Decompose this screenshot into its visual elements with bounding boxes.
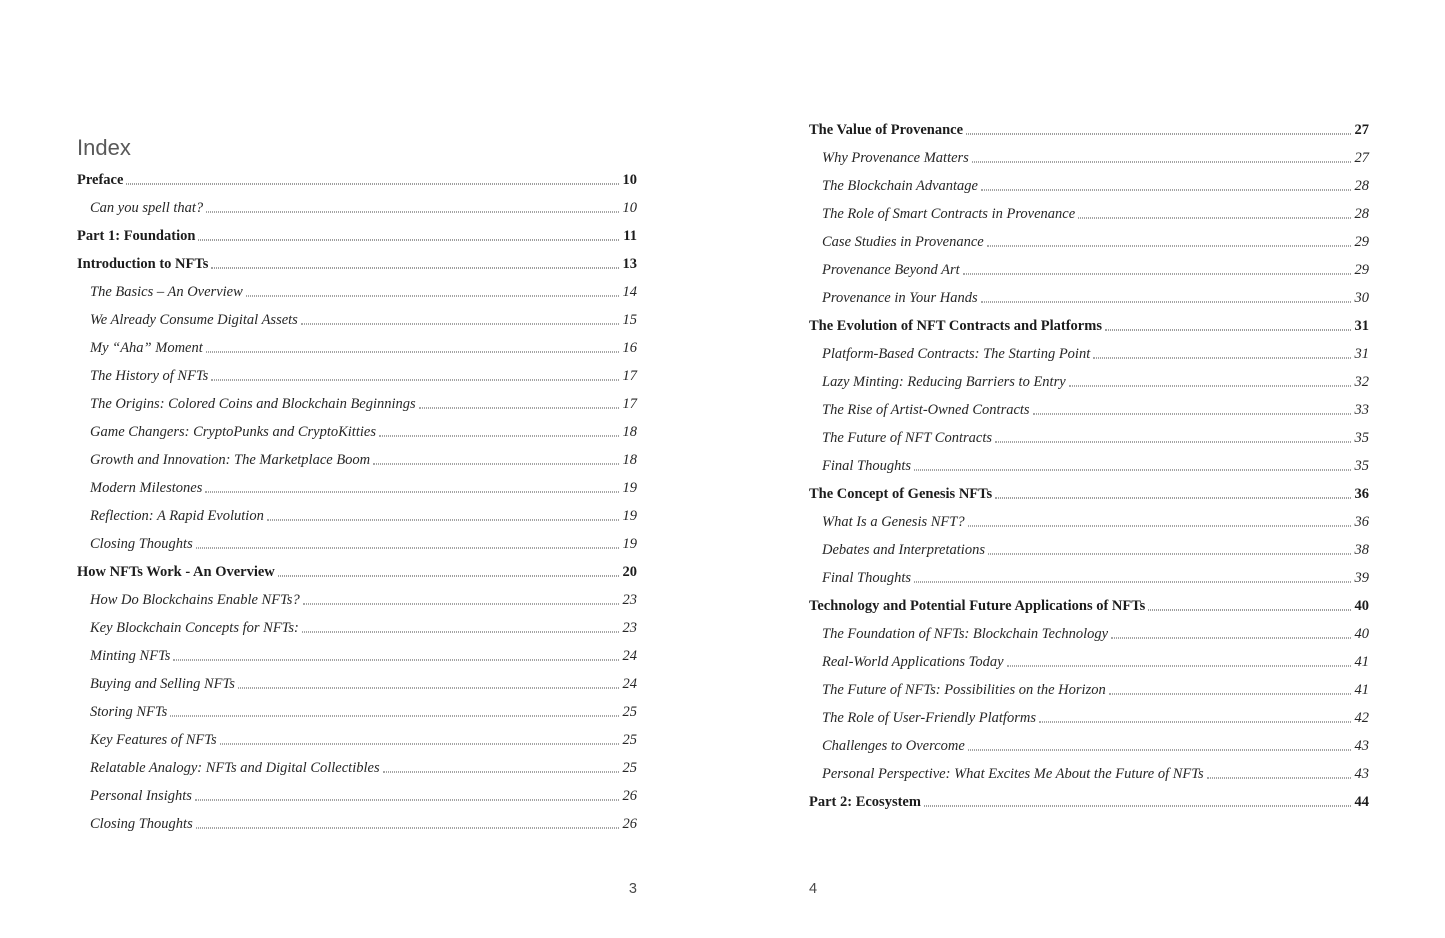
dot-leader (1148, 609, 1350, 610)
dot-leader (1109, 693, 1351, 694)
dot-leader (303, 603, 619, 604)
page-number-right: 4 (809, 881, 818, 897)
toc-entry-page: 30 (1354, 290, 1369, 306)
dot-leader (211, 379, 618, 380)
toc-entry (77, 229, 637, 244)
index-title: Index (77, 134, 131, 160)
toc-entry-page: 14 (622, 284, 637, 300)
toc-entry-page: 43 (1354, 738, 1369, 754)
toc-entry-title: The Future of NFT Contracts (822, 430, 992, 446)
toc-entry (809, 739, 1369, 754)
dot-leader (1078, 217, 1350, 218)
toc-entry (77, 705, 637, 720)
dot-leader (966, 133, 1351, 134)
toc-entry (809, 487, 1369, 502)
dot-leader (198, 239, 619, 240)
toc-entry-title: Personal Insights (90, 788, 192, 804)
toc-entry (809, 151, 1369, 166)
dot-leader (196, 547, 619, 548)
toc-entry (809, 431, 1369, 446)
toc-entry (809, 711, 1369, 726)
toc-entry-title: The Role of Smart Contracts in Provenance (822, 206, 1076, 222)
toc-entry (809, 207, 1369, 222)
toc-entry (77, 593, 637, 608)
dot-leader (968, 749, 1351, 750)
toc-entry-page: 25 (622, 760, 637, 776)
dot-leader (1105, 329, 1351, 330)
toc-entry-title: Reflection: A Rapid Evolution (90, 508, 264, 524)
dot-leader (206, 351, 619, 352)
toc-entry-title: How NFTs Work - An Overview (77, 564, 275, 580)
toc-entry-page: 26 (622, 816, 637, 832)
toc-entry-title: The Role of User-Friendly Platforms (822, 710, 1036, 726)
toc-entry-title: Debates and Interpretations (822, 542, 985, 558)
toc-entry-page: 18 (622, 424, 637, 440)
toc-entry (809, 291, 1369, 306)
toc-entry (809, 515, 1369, 530)
toc-entry-page: 23 (622, 620, 637, 636)
toc-entry-title: Final Thoughts (822, 458, 912, 474)
toc-entry (77, 621, 637, 636)
toc-entry-title: Case Studies in Provenance (822, 234, 984, 250)
toc-entry (809, 683, 1369, 698)
dot-leader (170, 715, 618, 716)
toc-entry-page: 17 (622, 396, 637, 412)
toc-entry (77, 677, 637, 692)
toc-entry-page: 19 (622, 508, 637, 524)
dot-leader (126, 183, 618, 184)
toc-entry-title: Modern Milestones (90, 480, 203, 496)
dot-leader (1007, 665, 1351, 666)
toc-entry (77, 453, 637, 468)
toc-entry-page: 24 (622, 648, 637, 664)
toc-entry (77, 789, 637, 804)
toc-entry (809, 459, 1369, 474)
toc-entry (809, 235, 1369, 250)
dot-leader (968, 525, 1351, 526)
toc-entry-title: Challenges to Overcome (822, 738, 965, 754)
dot-leader (220, 743, 619, 744)
toc-entry-page: 24 (622, 676, 637, 692)
toc-entry (809, 543, 1369, 558)
toc-entry (77, 369, 637, 384)
toc-entry-page: 23 (622, 592, 637, 608)
toc-entry-page: 27 (1354, 150, 1369, 166)
toc-entry-title: The Basics – An Overview (90, 284, 243, 300)
dot-leader (211, 267, 618, 268)
dot-leader (246, 295, 619, 296)
toc-entry-page: 11 (623, 228, 637, 244)
toc-entry-page: 25 (622, 704, 637, 720)
page-number-left: 3 (628, 881, 637, 897)
toc-entry (809, 795, 1369, 810)
toc-entry-title: The Foundation of NFTs: Blockchain Technology (822, 626, 1109, 642)
toc-entry-title: Closing Thoughts (90, 536, 193, 552)
dot-leader (278, 575, 619, 576)
dot-leader (267, 519, 619, 520)
toc-entry-page: 31 (1354, 318, 1369, 334)
dot-leader (1033, 413, 1351, 414)
toc-entry-page: 26 (622, 788, 637, 804)
toc-entry-page: 28 (1354, 206, 1369, 222)
toc-entry-page: 32 (1354, 374, 1369, 390)
toc-entry (77, 537, 637, 552)
dot-leader (238, 687, 619, 688)
toc-entry-title: How Do Blockchains Enable NFTs? (90, 592, 300, 608)
dot-leader (206, 211, 618, 212)
toc-entry-title: Personal Perspective: What Excites Me About the Future of NFTs (822, 766, 1204, 782)
dot-leader (914, 469, 1350, 470)
toc-entry-page: 42 (1354, 710, 1369, 726)
toc-entry-page: 36 (1354, 486, 1369, 502)
toc-entry-title: The Origins: Colored Coins and Blockchain Beginnings (90, 396, 416, 412)
toc-entry-page: 31 (1354, 346, 1369, 362)
toc-entry-page: 13 (622, 256, 637, 272)
toc-entry (809, 655, 1369, 670)
toc-entry-page: 36 (1354, 514, 1369, 530)
toc-entry-page: 28 (1354, 178, 1369, 194)
dot-leader (383, 771, 619, 772)
toc-entry (77, 397, 637, 412)
toc-entry-title: Platform-Based Contracts: The Starting Point (822, 346, 1091, 362)
dot-leader (963, 273, 1351, 274)
toc-entry-page: 25 (622, 732, 637, 748)
toc-entry-title: Can you spell that? (90, 200, 204, 216)
toc-entry (77, 313, 637, 328)
dot-leader (302, 631, 619, 632)
toc-entry-page: 17 (622, 368, 637, 384)
toc-entry-page: 43 (1354, 766, 1369, 782)
toc-entry (77, 761, 637, 776)
toc-entry (809, 403, 1369, 418)
toc-entry-page: 27 (1354, 122, 1369, 138)
toc-entry-title: Lazy Minting: Reducing Barriers to Entry (822, 374, 1066, 390)
toc-entry-page: 38 (1354, 542, 1369, 558)
dot-leader (205, 491, 618, 492)
toc-entry-title: Part 2: Ecosystem (809, 794, 921, 810)
toc-entry-title: The Future of NFTs: Possibilities on the Horizon (822, 682, 1106, 698)
toc-entry-title: Key Features of NFTs (90, 732, 217, 748)
toc-entry-title: Preface (77, 172, 124, 188)
toc-entry (77, 201, 637, 216)
toc-entry (809, 571, 1369, 586)
toc-entry-page: 44 (1354, 794, 1369, 810)
dot-leader (379, 435, 619, 436)
dot-leader (196, 827, 619, 828)
toc-entry-page: 10 (622, 200, 637, 216)
dot-leader (173, 659, 618, 660)
toc-entry-title: We Already Consume Digital Assets (90, 312, 298, 328)
toc-entry-title: Key Blockchain Concepts for NFTs: (90, 620, 299, 636)
dot-leader (981, 189, 1351, 190)
toc-entry-page: 16 (622, 340, 637, 356)
toc-entry-title: Why Provenance Matters (822, 150, 969, 166)
toc-entry-page: 35 (1354, 458, 1369, 474)
toc-entry (809, 767, 1369, 782)
toc-entry-title: Minting NFTs (90, 648, 171, 664)
toc-entry (77, 173, 637, 188)
toc-entry-title: Provenance Beyond Art (822, 262, 960, 278)
toc-entry-page: 41 (1354, 654, 1369, 670)
dot-leader (195, 799, 619, 800)
dot-leader (924, 805, 1351, 806)
toc-entry-title: Part 1: Foundation (77, 228, 196, 244)
toc-entry-page: 29 (1354, 234, 1369, 250)
toc-list-left (77, 173, 637, 845)
toc-entry (77, 341, 637, 356)
toc-entry-title: Growth and Innovation: The Marketplace Boom (90, 452, 371, 468)
toc-entry (809, 599, 1369, 614)
toc-entry (77, 733, 637, 748)
toc-entry-title: The History of NFTs (90, 368, 209, 384)
dot-leader (1111, 637, 1350, 638)
dot-leader (373, 463, 618, 464)
dot-leader (972, 161, 1351, 162)
toc-entry (77, 481, 637, 496)
toc-entry (809, 123, 1369, 138)
toc-entry-title: Provenance in Your Hands (822, 290, 978, 306)
toc-entry-title: Closing Thoughts (90, 816, 193, 832)
toc-entry-title: The Value of Provenance (809, 122, 963, 138)
toc-entry-page: 39 (1354, 570, 1369, 586)
toc-entry-title: Relatable Analogy: NFTs and Digital Collectibles (90, 760, 380, 776)
toc-entry-page: 15 (622, 312, 637, 328)
toc-entry (77, 257, 637, 272)
toc-entry-title: Real-World Applications Today (822, 654, 1004, 670)
dot-leader (1207, 777, 1351, 778)
toc-entry-page: 20 (622, 564, 637, 580)
toc-entry-title: The Evolution of NFT Contracts and Platforms (809, 318, 1102, 334)
toc-entry-page: 33 (1354, 402, 1369, 418)
toc-entry-page: 19 (622, 480, 637, 496)
dot-leader (1039, 721, 1351, 722)
toc-entry (809, 179, 1369, 194)
dot-leader (1093, 357, 1350, 358)
toc-entry-title: Introduction to NFTs (77, 256, 209, 272)
toc-entry-title: Game Changers: CryptoPunks and CryptoKitties (90, 424, 376, 440)
toc-entry (809, 263, 1369, 278)
toc-entry (77, 285, 637, 300)
toc-entry (77, 565, 637, 580)
toc-entry (809, 627, 1369, 642)
toc-entry-page: 40 (1354, 626, 1369, 642)
dot-leader (1069, 385, 1351, 386)
toc-entry-title: The Blockchain Advantage (822, 178, 978, 194)
toc-entry-page: 10 (622, 172, 637, 188)
dot-leader (995, 441, 1351, 442)
dot-leader (419, 407, 619, 408)
toc-list-right (809, 123, 1369, 823)
toc-entry-title: Storing NFTs (90, 704, 168, 720)
toc-entry-page: 35 (1354, 430, 1369, 446)
dot-leader (981, 301, 1351, 302)
toc-entry-title: The Concept of Genesis NFTs (809, 486, 993, 502)
toc-entry-page: 18 (622, 452, 637, 468)
toc-entry (77, 649, 637, 664)
toc-entry-title: Final Thoughts (822, 570, 912, 586)
toc-entry-title: My “Aha” Moment (90, 340, 203, 356)
toc-entry (77, 817, 637, 832)
dot-leader (995, 497, 1350, 498)
toc-entry-page: 29 (1354, 262, 1369, 278)
toc-entry (809, 319, 1369, 334)
toc-entry-title: The Rise of Artist-Owned Contracts (822, 402, 1030, 418)
toc-entry-title: Buying and Selling NFTs (90, 676, 235, 692)
toc-entry (809, 347, 1369, 362)
dot-leader (914, 581, 1350, 582)
dot-leader (987, 245, 1351, 246)
dot-leader (301, 323, 619, 324)
toc-entry-page: 19 (622, 536, 637, 552)
toc-entry-title: What Is a Genesis NFT? (822, 514, 965, 530)
toc-entry (77, 425, 637, 440)
toc-entry-page: 40 (1354, 598, 1369, 614)
toc-entry (77, 509, 637, 524)
toc-entry (809, 375, 1369, 390)
toc-entry-page: 41 (1354, 682, 1369, 698)
dot-leader (988, 553, 1351, 554)
toc-entry-title: Technology and Potential Future Applications of NFTs (809, 598, 1146, 614)
